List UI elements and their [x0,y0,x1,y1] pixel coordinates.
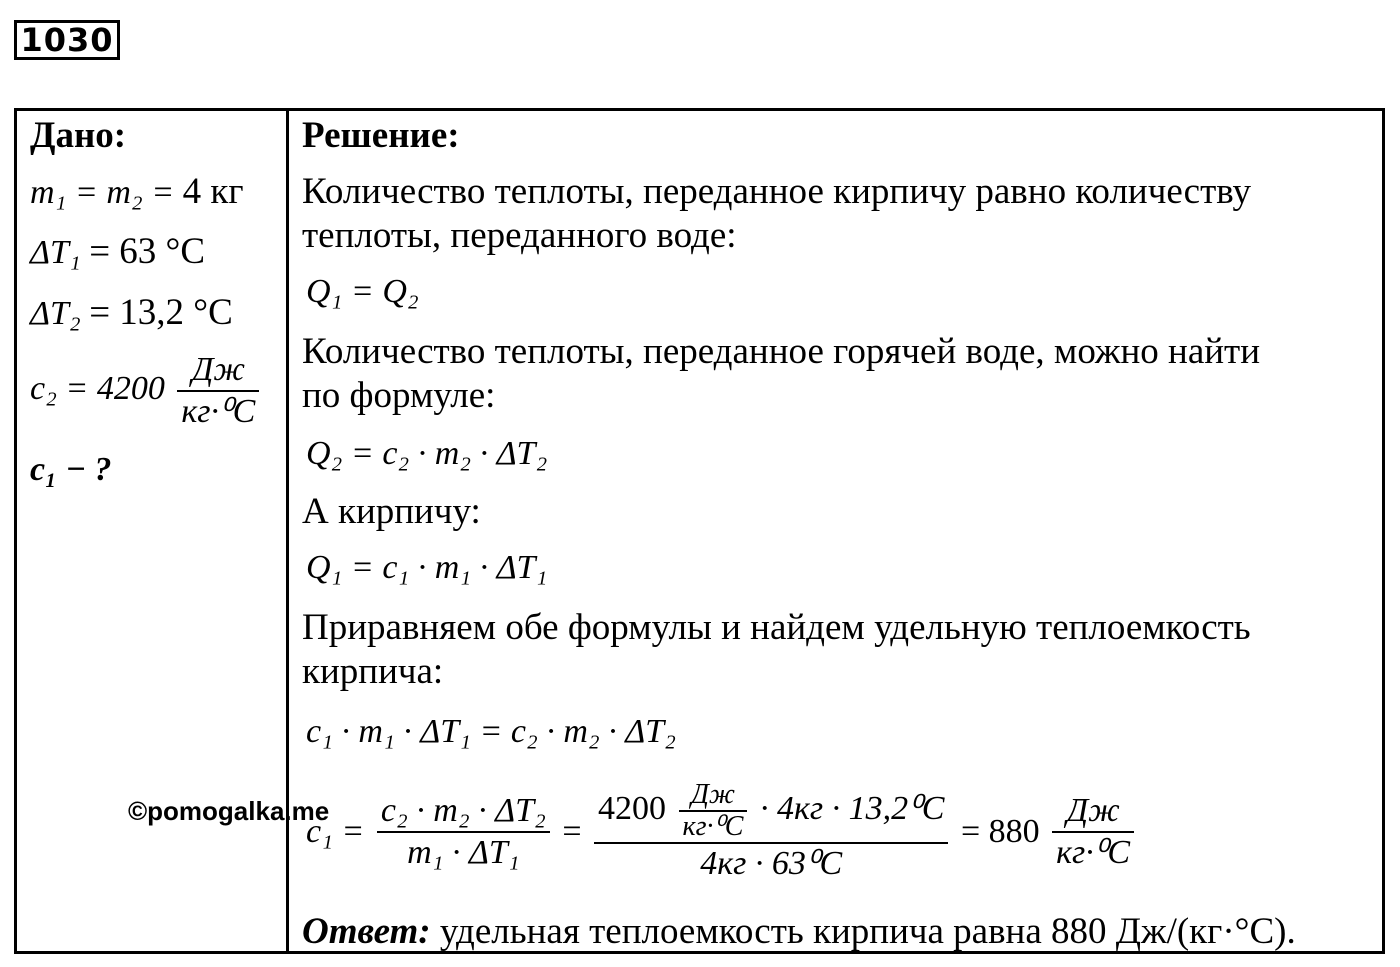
equation-1: Q₁ = Q₂ [306,273,419,310]
given-find: c₁ − ? [30,451,112,488]
equation-3: Q₁ = c₁ · m₁ · ΔT₁ [306,549,548,586]
watermark: ©pomogalka.me [128,796,330,826]
column-divider [286,108,289,954]
answer-label: Ответ: [302,911,431,952]
paragraph-1-line-2: теплоты, переданного воде: [302,215,737,256]
given-dT1: ΔT₁ = 63 °C [30,231,206,272]
answer-text: удельная теплоемкость кирпича равна 880 Дж/(кг·°С). [439,911,1296,952]
fraction-symbolic: $\frac{\text{c₂ · m₂ · ΔT₂}}{\text{m₁ · ΔT₁}}$ [377,791,550,873]
equation-5: c₁ = $\frac{\text{c₂ · m₂ · ΔT₂}}{\text{m₁ · ΔT₁}}$ = 4200 $\frac{Дж}{\text{кг·⁰C}}$ · 4кг · 13,2⁰C 4кг · 63⁰C = 880 $\frac{Дж}{\text{кг·⁰C}}$ [306,780,1138,884]
fraction-numeric: 4200 $\frac{Дж}{\text{кг·⁰C}}$ · 4кг · 13,2⁰C 4кг · 63⁰C [594,780,948,884]
paragraph-4-line-1: Приравняем обе формулы и найдем удельную теплоемкость [302,607,1251,648]
unit-fraction: $\frac{Дж}{\text{кг·⁰C}}$ [177,350,259,432]
given-masses: m₁ = m₂ = 4 кг [30,171,244,212]
paragraph-2-line-1: Количество теплоты, переданное горячей воде, можно найти [302,331,1261,372]
paragraph-4-line-2: кирпича: [302,651,444,692]
paragraph-2-line-2: по формуле: [302,375,496,416]
paragraph-3: А кирпичу: [302,491,481,532]
answer-line [302,910,1296,954]
given-dT2: ΔT₂ = 13,2 °C [30,292,233,333]
given-c2: c₂ = 4200 $\frac{Дж}{\text{кг·⁰C}}$ [30,350,263,432]
given-heading: Дано: [30,115,127,156]
equation-4: c₁ · m₁ · ΔT₁ = c₂ · m₂ · ΔT₂ [306,713,676,750]
problem-number: 1030 [14,20,120,60]
paragraph-1-line-1: Количество теплоты, переданное кирпичу равно количеству [302,171,1251,212]
equation-2: Q₂ = c₂ · m₂ · ΔT₂ [306,435,548,472]
result-unit-fraction: $\frac{Дж}{\text{кг·⁰C}}$ [1052,791,1134,873]
solution-heading: Решение: [302,115,460,156]
